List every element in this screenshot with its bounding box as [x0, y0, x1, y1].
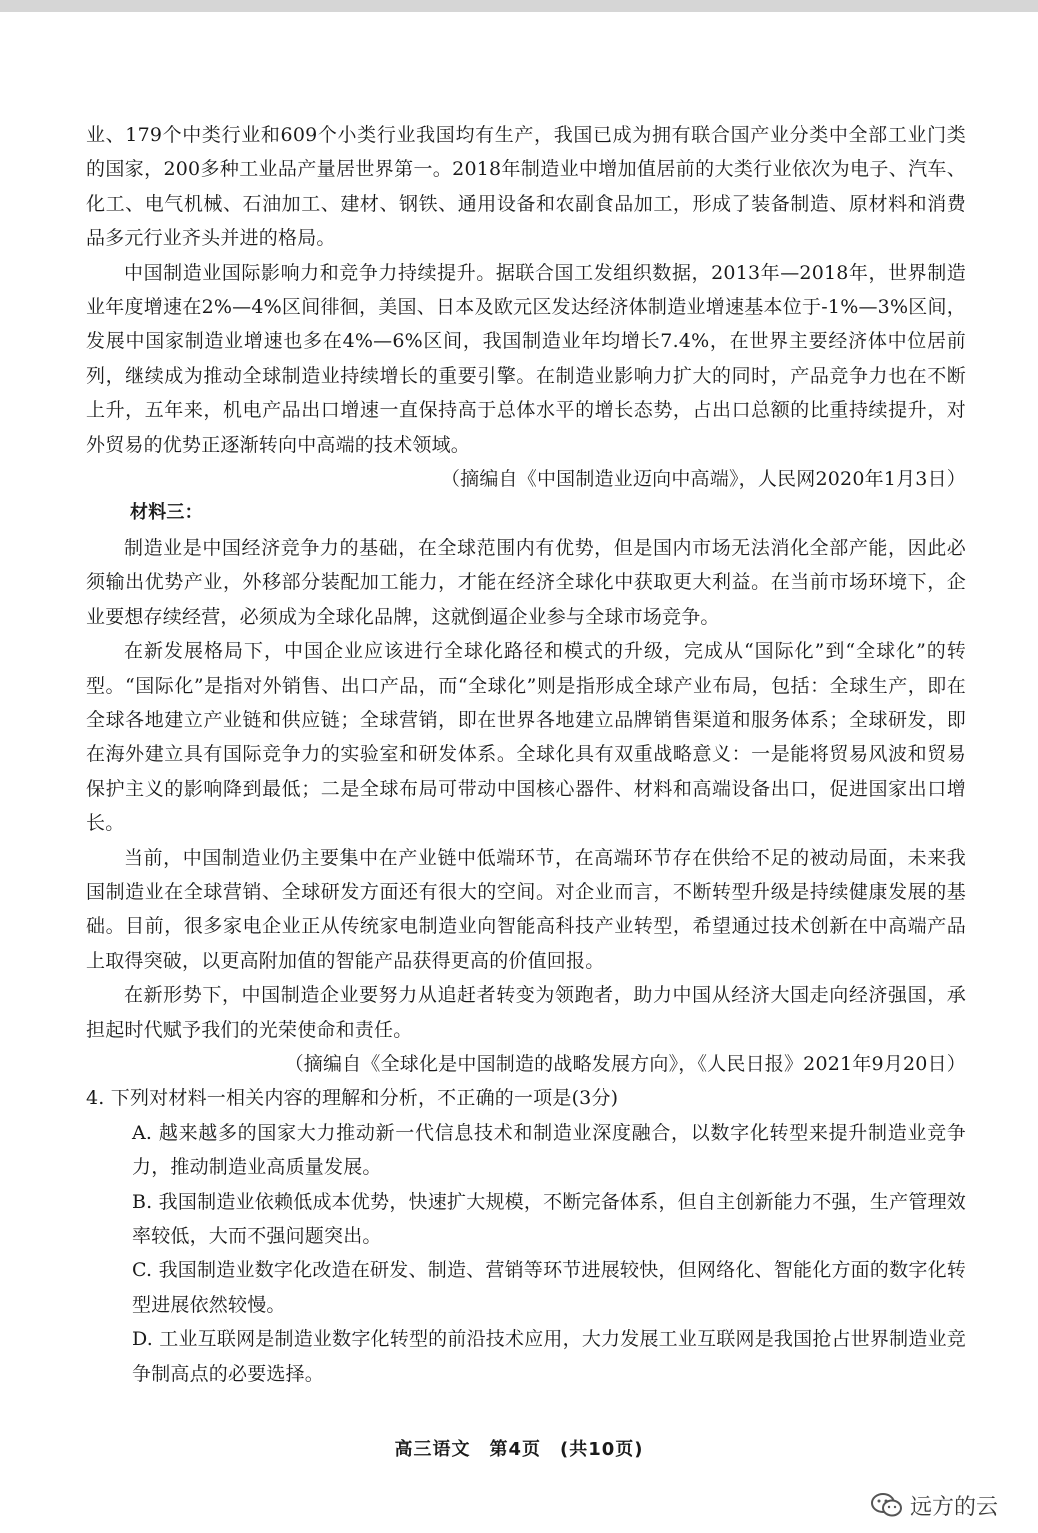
question-stem: 4. 下列对材料一相关内容的理解和分析，不正确的一项是(3分): [86, 1087, 619, 1110]
material3-paragraph-1: 制造业是中国经济竞争力的基础，在全球范围内有优势，但是国内市场无法消化全部产能，因此必须输出优势产业，外移部分装配加工能力，才能在经济全球化中获取更大利益。在当前市场环境下，企业要想存续经营，必须成为全球化品牌，这就倒逼企业参与全球市场竞争。: [86, 536, 966, 628]
material2-paragraph-1: 业、179个中类行业和609个小类行业我国均有生产，我国已成为拥有联合国产业分类中全部工业门类的国家，200多种工业品产量居世界第一。2018年制造业中增加值居前的大类行业依次为电子、汽车、化工、电气机械、石油加工、建材、钢铁、通用设备和农副食品加工，形成了装备制造、原材料和消费品多元行业齐头并进的格局。: [86, 124, 966, 250]
material3-paragraph-2: 在新发展格局下，中国企业应该进行全球化路径和模式的升级，完成从“国际化”到“全球化”的转型。“国际化”是指对外销售、出口产品，而“全球化”则是指形成全球产业布局，包括：全球生产，即在全球各地建立产业链和供应链；全球营销，即在世界各地建立品牌销售渠道和服务体系；全球研发，即在海外建立具有国际竞争力的实验室和研发体系。全球化具有双重战略意义：一是能将贸易风波和贸易保护主义的影响降到最低；二是全球布局可带动中国核心器件、材料和高端设备出口，促进国家出口增长。: [86, 640, 966, 835]
option-d: D. 工业互联网是制造业数字化转型的前沿技术应用，大力发展工业互联网是我国抢占世界制造业竞争制高点的必要选择。: [132, 1328, 966, 1385]
option-b: B. 我国制造业依赖低成本优势，快速扩大规模，不断完备体系，但自主创新能力不强，生产管理效率较低，大而不强问题突出。: [132, 1190, 966, 1247]
material2-source: （摘编自《中国制造业迈向中高端》，人民网2020年1月3日）: [440, 468, 966, 491]
option-a: A. 越来越多的国家大力推动新一代信息技术和制造业深度融合，以数字化转型来提升制造业竞争力，推动制造业高质量发展。: [132, 1121, 966, 1179]
page-footer: 高三语文 第4页 (共10页): [394, 1439, 644, 1460]
watermark: [870, 1490, 998, 1520]
material3-paragraph-3: 当前，中国制造业仍主要集中在产业链中低端环节，在高端环节存在供给不足的被动局面，未来我国制造业在全球营销、全球研发方面还有很大的空间。对企业而言，不断转型升级是持续健康发展的基础。目前，很多家电企业正从传统家电制造业向智能高科技产业转型，希望通过技术创新在中高端产品上取得突破，以更高附加值的智能产品获得更高的价值回报。: [86, 846, 966, 972]
option-c: C. 我国制造业数字化改造在研发、制造、营销等环节进展较快，但网络化、智能化方面的数字化转型进展依然较慢。: [132, 1259, 966, 1316]
scan-top-edge: [0, 0, 1038, 12]
wechat-icon: [870, 1491, 904, 1519]
material3-heading: 材料三：: [130, 502, 203, 524]
document-body: [86, 118, 966, 1391]
material3-source: （摘编自《全球化是中国制造的战略发展方向》，《人民日报》2021年9月20日）: [284, 1052, 966, 1075]
material3-paragraph-4: 在新形势下，中国制造企业要努力从追赶者转变为领跑者，助力中国从经济大国走向经济强国，承担起时代赋予我们的光荣使命和责任。: [86, 984, 966, 1041]
material2-paragraph-2: 中国制造业国际影响力和竞争力持续提升。据联合国工发组织数据，2013年—2018年，世界制造业年度增速在2%—4%区间徘徊，美国、日本及欧元区发达经济体制造业增速基本位于-1%—3%区间，发展中国家制造业增速也多在4%—6%区间，我国制造业年均增长7.4%，在世界主要经济体中位居前列，继续成为推动全球制造业持续增长的重要引擎。在制造业影响力扩大的同时，产品竞争力也在不断上升，五年来，机电产品出口增速一直保持高于总体水平的增长态势，占出口总额的比重持续提升，对外贸易的优势正逐渐转向中高端的技术领域。: [86, 261, 966, 456]
watermark-text: 远方的云: [910, 1494, 999, 1520]
